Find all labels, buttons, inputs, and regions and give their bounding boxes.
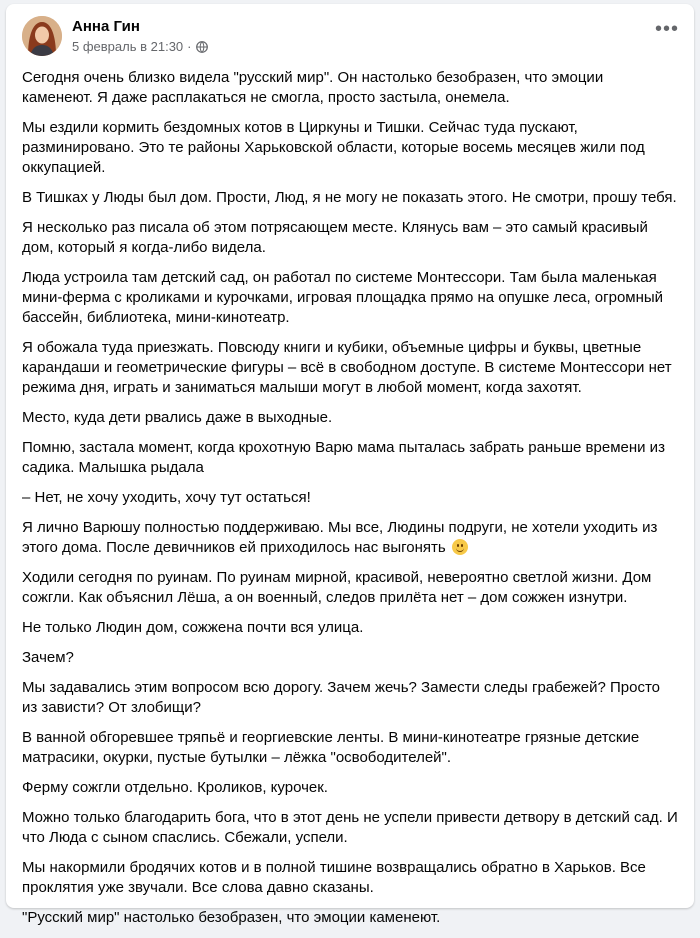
post-paragraph: Люда устроила там детский сад, он работал по системе Монтессори. Там была маленькая мини-ферма с кроликами и курочками, игровая площадка прямо на опушке леса, огромный бассейн, библиотека, мини-кинотеатр. bbox=[22, 269, 664, 326]
post-meta bbox=[72, 39, 208, 54]
post-paragraph: Можно только благодарить бога, что в этот день не успели привести детвору в детский сад. И что Люда с сыном спаслись. Сбежали, успели. bbox=[22, 809, 678, 846]
post-paragraph: Я обожала туда приезжать. Повсюду книги и кубики, объемные цифры и буквы, цветные карандаши и геометрические фигуры – всё в свободном доступе. В системе Монтессори нет режима дня, играть и заниматься малыши могут в любой момент, когда захотят. bbox=[22, 339, 672, 396]
post-paragraph: В Тишках у Люды был дом. Прости, Люд, я не могу не показать этого. Не смотри, прошу тебя. bbox=[22, 189, 677, 206]
post-paragraph: Сегодня очень близко видела "русский мир". Он настолько безобразен, что эмоции каменеют. Я даже расплакаться не смогла, просто застыла, онемела. bbox=[22, 69, 604, 106]
post-paragraph: Зачем? bbox=[22, 649, 74, 666]
post-paragraph: Мы ездили кормить бездомных котов в Циркуны и Тишки. Сейчас туда пускают, разминировано. Это те районы Харьковской области, которые восемь месяцев жили под оккупацией. bbox=[22, 119, 645, 176]
post-card bbox=[6, 4, 694, 926]
post-paragraph: Ферму сожгли отдельно. Кроликов, курочек. bbox=[22, 779, 328, 796]
avatar[interactable] bbox=[22, 16, 62, 56]
more-options-icon[interactable]: ••• bbox=[654, 18, 679, 40]
post-body bbox=[22, 68, 678, 938]
post-header bbox=[22, 16, 678, 60]
post-paragraph: Мы накормили бродячих котов и в полной тишине возвращались обратно в Харьков. Все проклятия уже звучали. Все слова давно сказаны. bbox=[22, 859, 646, 896]
globe-icon[interactable] bbox=[196, 41, 208, 53]
meta-separator: · bbox=[187, 39, 192, 54]
post-paragraph: Место, куда дети рвались даже в выходные. bbox=[22, 409, 333, 426]
smiling-face-icon bbox=[452, 539, 468, 555]
post-timestamp[interactable]: 5 февраль в 21:30 bbox=[72, 39, 184, 54]
author-name[interactable]: Анна Гин bbox=[72, 18, 140, 35]
post-paragraph: Помню, застала момент, когда крохотную Варю мама пыталась забрать раньше времени из садика. Малышка рыдала bbox=[22, 439, 665, 476]
post-paragraph: – Нет, не хочу уходить, хочу тут остаться! bbox=[22, 489, 311, 506]
post-paragraph: "Русский мир" настолько безобразен, что эмоции каменеют. bbox=[22, 909, 441, 926]
post-paragraph: Не только Людин дом, сожжена почти вся улица. bbox=[22, 619, 364, 636]
post-paragraph: Ходили сегодня по руинам. По руинам мирной, красивой, невероятно светлой жизни. Дом сожгли. Как объяснил Лёша, а он военный, следов прилёта нет – дом сожжен изнутри. bbox=[22, 569, 652, 606]
post-paragraph: В ванной обгоревшее тряпьё и георгиевские ленты. В мини-кинотеатре грязные детские матрасики, окурки, пустые бутылки – лёжка "освободителей". bbox=[22, 729, 640, 766]
post-paragraph: Мы задавались этим вопросом всю дорогу. Зачем жечь? Замести следы грабежей? Просто из зависти? От злобищи? bbox=[22, 679, 661, 716]
post-paragraph-text: Я лично Варюшу полностью поддерживаю. Мы все, Людины подруги, не хотели уходить из этого дома. После девичников ей приходилось нас выгонять bbox=[22, 519, 658, 556]
post-paragraph: Я несколько раз писала об этом потрясающем месте. Клянусь вам – это самый красивый дом, который я когда-либо видела. bbox=[22, 219, 648, 256]
post-paragraph-with-emoji bbox=[22, 518, 678, 558]
